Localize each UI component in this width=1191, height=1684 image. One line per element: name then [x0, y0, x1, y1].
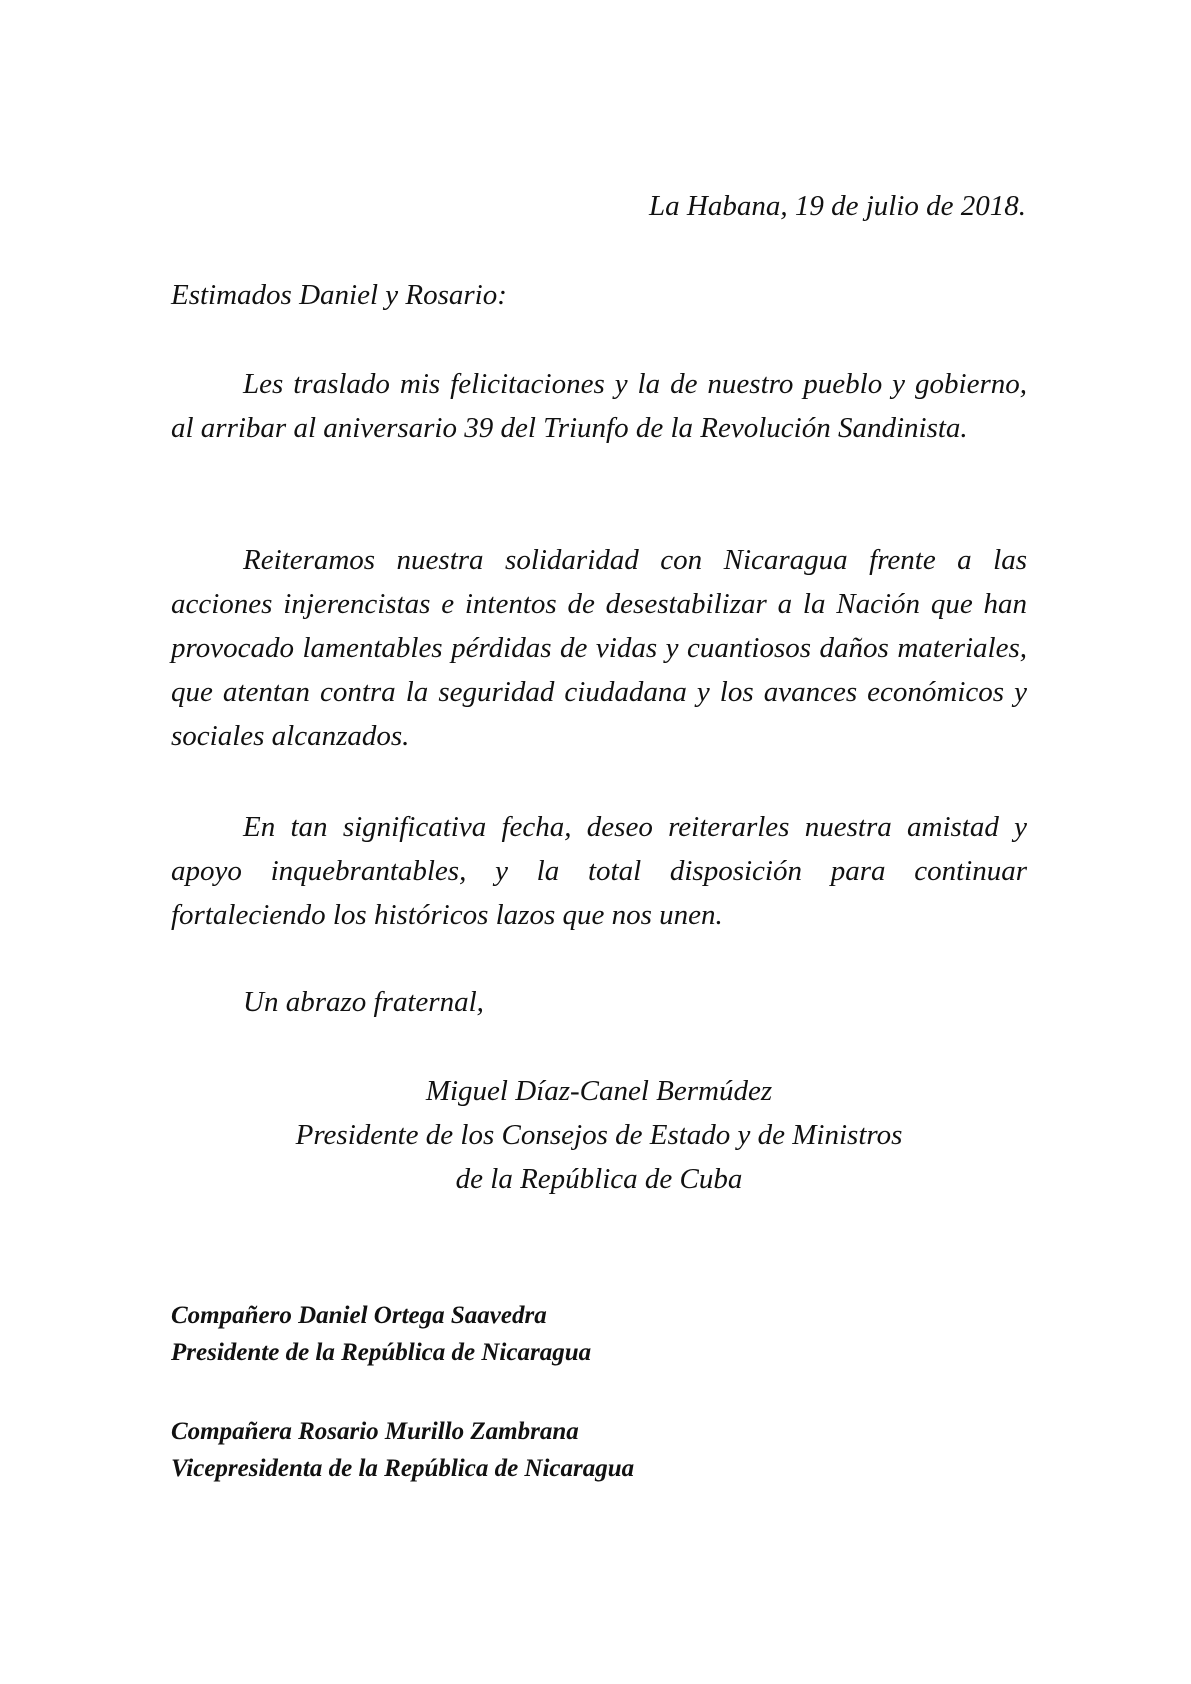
signer-title: Presidente de los Consejos de Estado y de Ministros — [295, 1119, 903, 1151]
signer-name: Miguel Díaz-Canel Bermúdez — [425, 1075, 773, 1107]
signature-block — [171, 1069, 1027, 1201]
signer-title-country: de la República de Cuba — [455, 1163, 743, 1195]
letter-date: La Habana, 19 de julio de 2018. — [649, 190, 1026, 222]
body-paragraph: En tan significativa fecha, deseo reiterarles nuestra amistad y apoyo inquebrantables, y la total disposición para continuar fortaleciendo los históricos lazos que nos unen. — [171, 811, 1027, 931]
body-paragraph: Reiteramos nuestra solidaridad con Nicaragua frente a las acciones injerencistas e intentos de desestabilizar a la Nación que han provocado lamentables pérdidas de vidas y cuantiosos daños materiales, que atentan contra la seguridad ciudadana y los avances económicos y sociales alcanzados. — [171, 544, 1027, 752]
body-paragraph: Les traslado mis felicitaciones y la de nuestro pueblo y gobierno, al arribar al aniversario 39 del Triunfo de la Revolución Sandinista. — [171, 368, 1027, 444]
recipient-block — [171, 1297, 591, 1371]
recipient-title: Vicepresidenta de la República de Nicaragua — [171, 1455, 635, 1482]
closing: Un abrazo fraternal, — [243, 986, 484, 1018]
recipient-title: Presidente de la República de Nicaragua — [171, 1339, 592, 1366]
salutation: Estimados Daniel y Rosario: — [171, 279, 507, 311]
recipient-name: Compañera Rosario Murillo Zambrana — [171, 1418, 579, 1445]
recipient-name: Compañero Daniel Ortega Saavedra — [171, 1302, 547, 1329]
recipient-block — [171, 1413, 634, 1487]
